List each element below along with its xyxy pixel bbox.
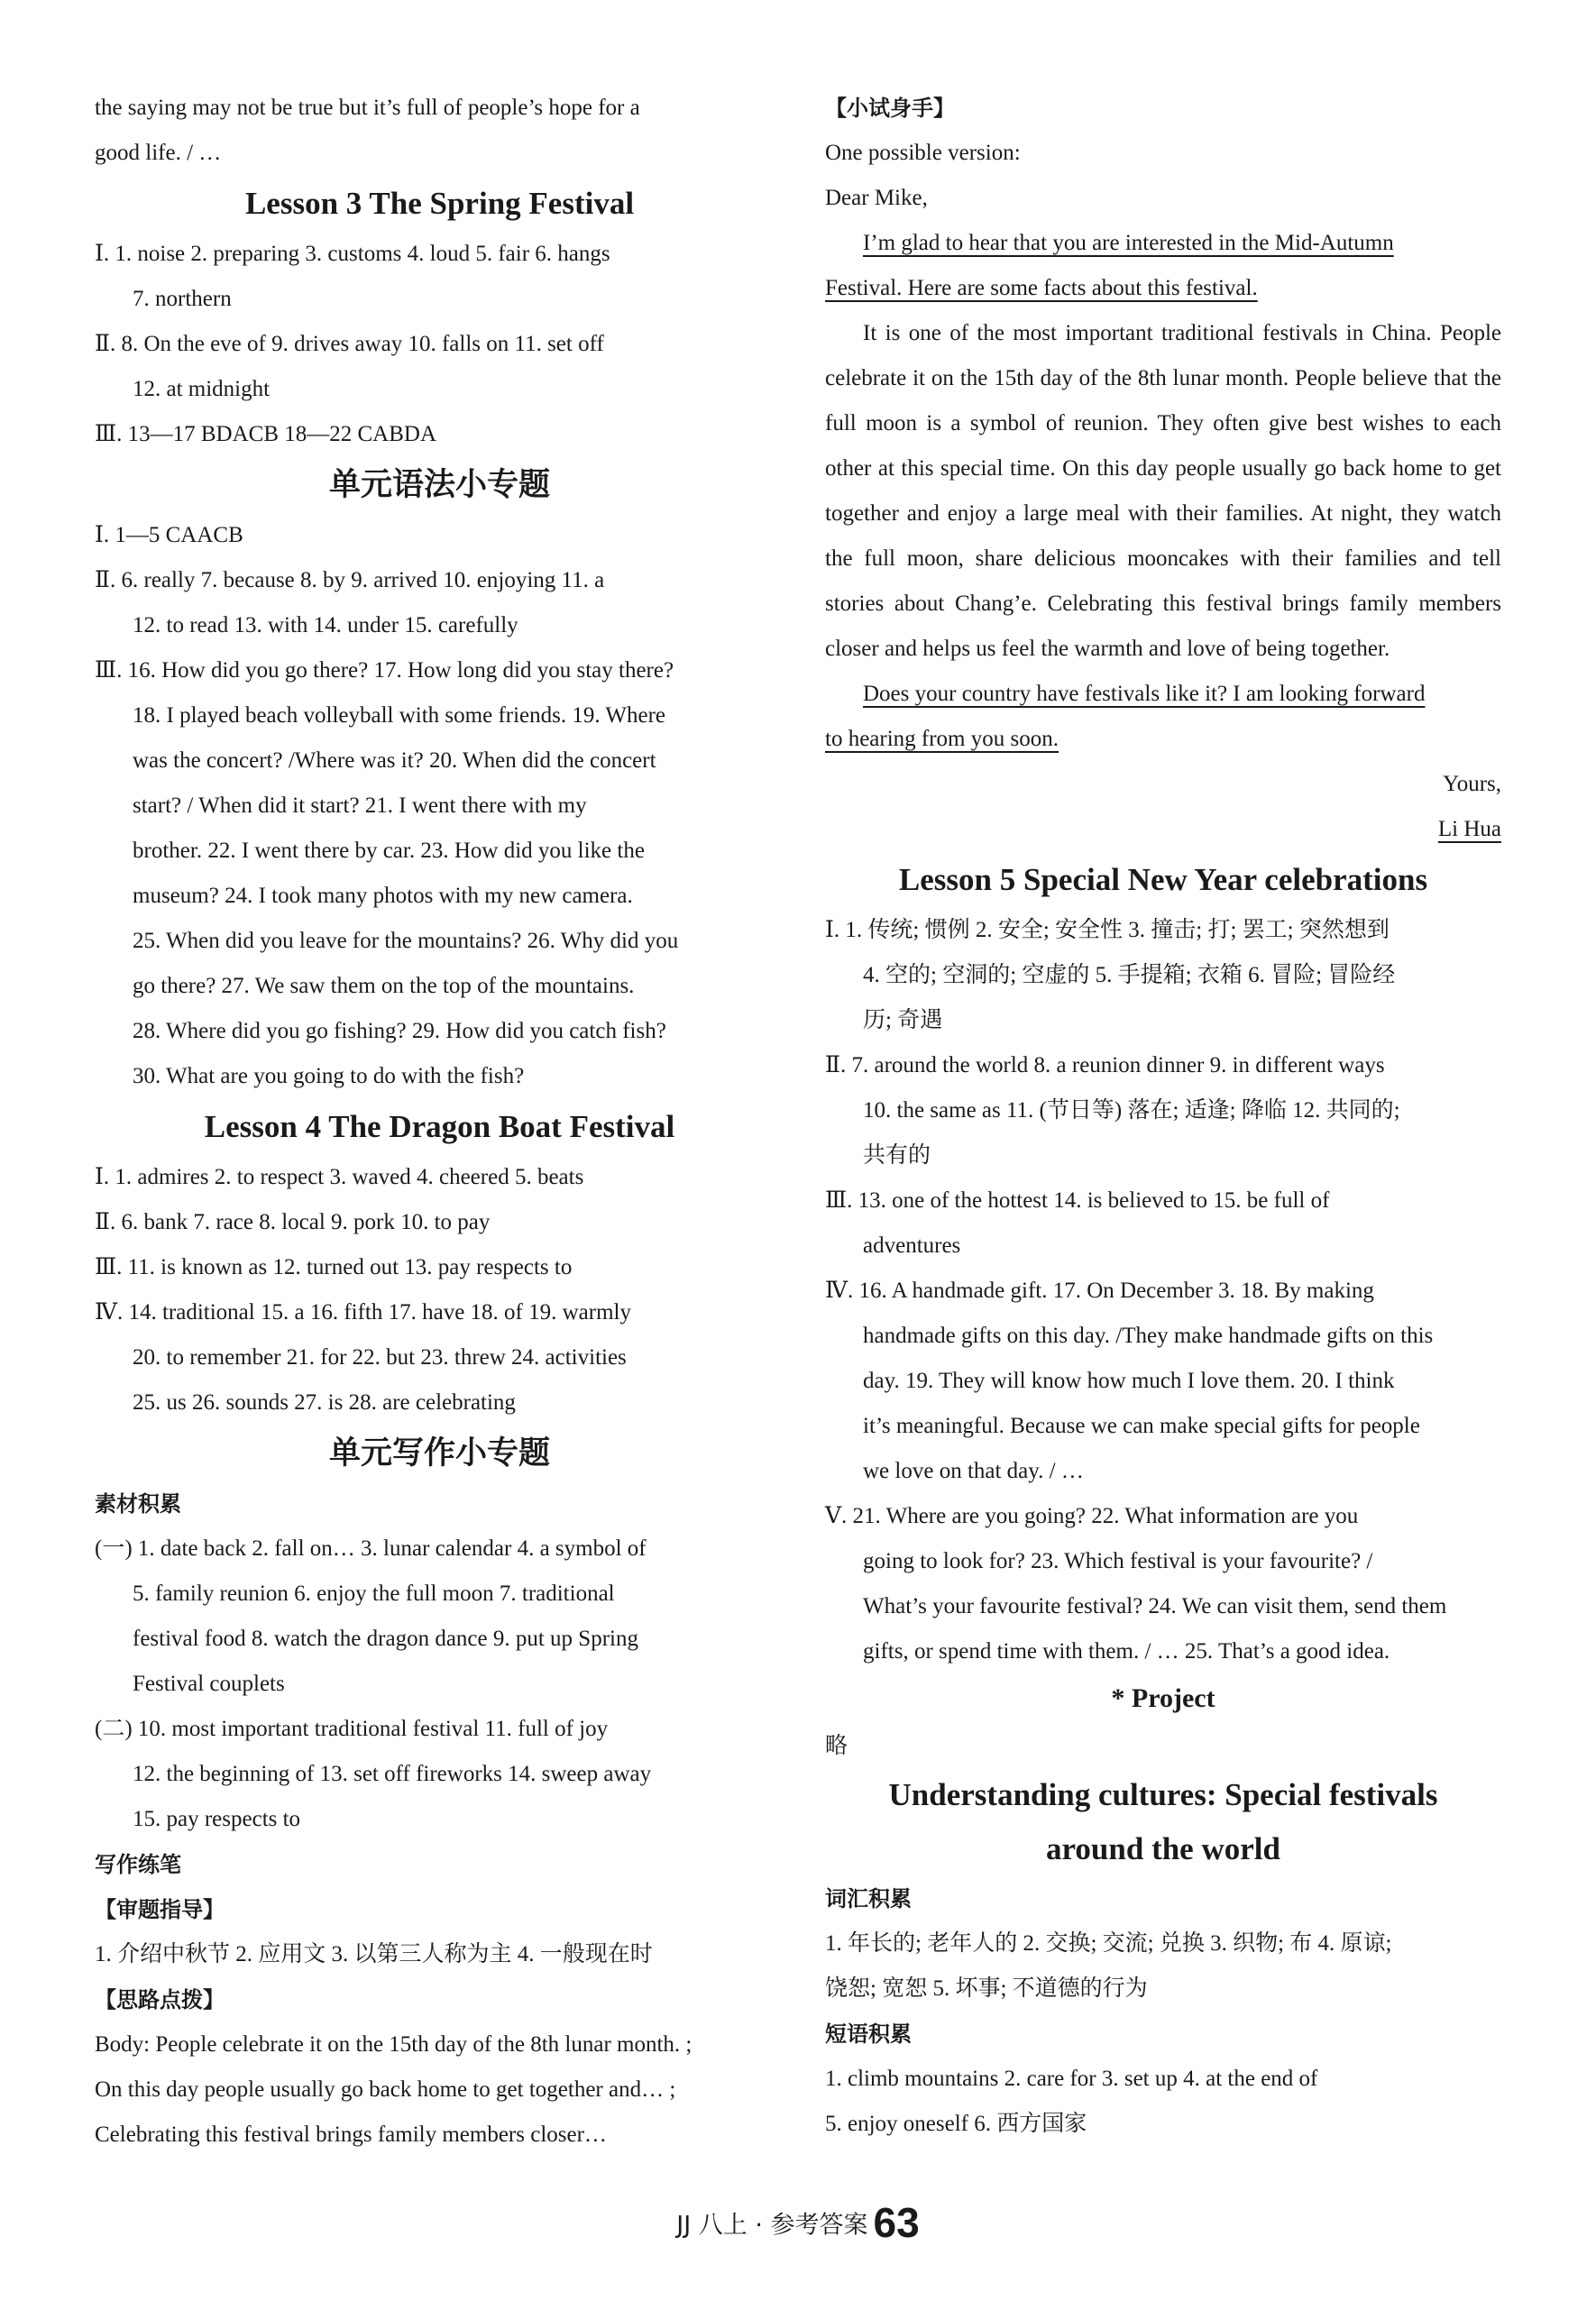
answer-line: Ⅰ. 1. noise 2. preparing 3. customs 4. loud 5. fair 6. hangs (95, 242, 610, 266)
letter-opening-text: Festival. Here are some facts about this festival. (825, 276, 1258, 300)
answer-line: 30. What are you going to do with the fish? (133, 1064, 525, 1088)
answer-line: Ⅱ. 8. On the eve of 9. drives away 10. falls on 11. set off (95, 332, 604, 356)
letter-body: It is one of the most important traditional festivals in China. People celebrate it on the 15th day of the 8th lunar month. People believe that the full moon is a symbol of reunion. They often give best wishes to each other at this special time. On this day people usually go back home to get together and enjoy a large meal with their families. At night, they watch the full moon, share delicious mooncakes with their families and tell stories about Chang’e. Celebrating this festival brings family members closer and helps us feel the warmth and love of being together. (825, 321, 1501, 661)
answer-line: 12. the beginning of 13. set off fireworks 14. sweep away (133, 1762, 652, 1786)
answer-line: (一) 1. date back 2. fall on… 3. lunar calendar 4. a symbol of (95, 1536, 647, 1561)
try-label: 【小试身手】 (825, 96, 955, 121)
answer-line: 12. at midnight (133, 377, 271, 401)
answer-line: day. 19. They will know how much I love them. 20. I think (863, 1369, 1395, 1393)
phrase-line: 5. enjoy oneself 6. 西方国家 (825, 2112, 1087, 2136)
answer-line: Ⅲ. 13. one of the hottest 14. is believed to 15. be full of (825, 1188, 1330, 1213)
answer-line: Ⅴ. 21. Where are you going? 22. What information are you (825, 1504, 1359, 1528)
letter-opening (825, 221, 1501, 266)
answer-line: 4. 空的; 空洞的; 空虚的 5. 手提箱; 衣箱 6. 冒险; 冒险经 (863, 963, 1396, 987)
answer-line: Ⅰ. 1. 传统; 惯例 2. 安全; 安全性 3. 撞击; 打; 罢工; 突然想到 (825, 918, 1390, 942)
answer-line: Ⅲ. 13—17 BDACB 18—22 CABDA (95, 422, 437, 446)
letter-closing (825, 672, 1501, 717)
letter-greeting: Dear Mike, (825, 186, 928, 210)
understanding-title: around the world (1046, 1831, 1280, 1866)
material-label: 素材积累 (95, 1491, 181, 1517)
answer-line: Ⅱ. 7. around the world 8. a reunion dinner 9. in different ways (825, 1053, 1385, 1077)
answer-line: 历; 奇遇 (863, 1008, 943, 1032)
answer-line: 20. to remember 21. for 22. but 23. threw 24. activities (133, 1345, 627, 1370)
answer-line: 7. northern (133, 287, 232, 311)
answer-line: Festival couplets (133, 1672, 285, 1696)
grammar-title: 单元语法小专题 (328, 467, 550, 503)
lesson3-title: Lesson 3 The Spring Festival (244, 186, 635, 221)
answer-line: 15. pay respects to (133, 1807, 301, 1831)
answer-line: 12. to read 13. with 14. under 15. carefully (133, 613, 518, 637)
vocab-label: 词汇积累 (825, 1886, 912, 1911)
hint-label: 【思路点拨】 (95, 1987, 225, 2012)
answer-line: Ⅲ. 16. How did you go there? 17. How long did you stay there? (95, 658, 674, 683)
answer-line: Ⅱ. 6. really 7. because 8. by 9. arrived 10. enjoying 11. a (95, 568, 605, 592)
guide-text: 1. 介绍中秋节 2. 应用文 3. 以第三人称为主 4. 一般现在时 (95, 1942, 653, 1966)
hint-line: Body: People celebrate it on the 15th day of the 8th lunar month. ; (95, 2032, 693, 2057)
vocab-line: 1. 年长的; 老年人的 2. 交换; 交流; 兑换 3. 织物; 布 4. 原谅; (825, 1931, 1392, 1956)
version-line: One possible version: (825, 141, 1021, 165)
answer-line: Ⅱ. 6. bank 7. race 8. local 9. pork 10. to pay (95, 1210, 491, 1234)
answer-line: it’s meaningful. Because we can make special gifts for people (863, 1414, 1420, 1438)
answer-line: Ⅳ. 14. traditional 15. a 16. fifth 17. have 18. of 19. warmly (95, 1300, 631, 1325)
letter-sign-off: Yours, (1443, 772, 1501, 796)
letter-opening-text: I’m glad to hear that you are interested in the Mid-Autumn (863, 231, 1394, 255)
lesson4-title: Lesson 4 The Dragon Boat Festival (204, 1109, 675, 1144)
answer-line: was the concert? /Where was it? 20. When did the concert (133, 748, 656, 773)
letter-closing (825, 717, 1501, 762)
phrase-line: 1. climb mountains 2. care for 3. set up 4. at the end of (825, 2067, 1318, 2091)
practice-label: 写作练笔 (95, 1852, 181, 1877)
lesson5-title: Lesson 5 Special New Year celebrations (898, 862, 1428, 897)
letter-opening (825, 266, 1501, 311)
answer-line: Ⅳ. 16. A handmade gift. 17. On December 3. 18. By making (825, 1279, 1374, 1303)
letter-closing-text: Does your country have festivals like it? I am looking forward (863, 682, 1426, 706)
answer-line: 25. us 26. sounds 27. is 28. are celebrating (133, 1390, 516, 1415)
answer-line: museum? 24. I took many photos with my new camera. (133, 884, 633, 908)
vocab-line: 饶恕; 宽恕 5. 坏事; 不道德的行为 (825, 1976, 1148, 2001)
project-text: 略 (825, 1732, 848, 1758)
phrase-label: 短语积累 (825, 2021, 912, 2047)
page-footer (0, 2198, 1596, 2247)
hint-line: On this day people usually go back home to get together and… ; (95, 2077, 676, 2102)
project-title: * Project (1111, 1683, 1215, 1713)
hint-line: Celebrating this festival brings family members closer… (95, 2122, 607, 2147)
answer-line: 5. family reunion 6. enjoy the full moon 7. traditional (133, 1581, 615, 1606)
answer-line: go there? 27. We saw them on the top of the mountains. (133, 974, 635, 998)
letter-closing-text: to hearing from you soon. (825, 727, 1059, 751)
answer-line: brother. 22. I went there by car. 23. How did you like the (133, 839, 645, 863)
signature-text: Li Hua (1437, 817, 1501, 841)
answer-line: going to look for? 23. Which festival is your favourite? / (863, 1549, 1373, 1573)
answer-line: 共有的 (863, 1143, 931, 1168)
understanding-title: Understanding cultures: Special festivals (888, 1777, 1438, 1812)
answer-line: 25. When did you leave for the mountains? 26. Why did you (133, 929, 679, 953)
answer-line: 10. the same as 11. (节日等) 落在; 适逢; 降临 12. 共同的; (863, 1098, 1400, 1123)
page-number: 63 (873, 2199, 920, 2246)
answer-line: (二) 10. most important traditional festival 11. full of joy (95, 1717, 609, 1741)
letter-signature (825, 807, 1501, 852)
answer-line: 18. I played beach volleyball with some friends. 19. Where (133, 703, 666, 728)
left-column (95, 86, 784, 2158)
answer-line: we love on that day. / … (863, 1459, 1084, 1483)
answer-line: adventures (863, 1233, 961, 1258)
answer-line: Ⅰ. 1. admires 2. to respect 3. waved 4. cheered 5. beats (95, 1165, 584, 1189)
guide-label: 【审题指导】 (95, 1897, 225, 1922)
answer-line: 28. Where did you go fishing? 29. How did you catch fish? (133, 1019, 666, 1043)
answer-line: start? / When did it start? 21. I went there with my (133, 793, 587, 818)
answer-line: Ⅲ. 11. is known as 12. turned out 13. pay respects to (95, 1255, 573, 1279)
footer-text: JJ 八上 · 参考答案 (676, 2211, 868, 2240)
answer-line: handmade gifts on this day. /They make handmade gifts on this (863, 1324, 1434, 1348)
answer-line: What’s your favourite festival? 24. We can visit them, send them (863, 1594, 1447, 1618)
answer-line: festival food 8. watch the dragon dance 9. put up Spring (133, 1627, 638, 1651)
writing-title: 单元写作小专题 (328, 1435, 550, 1471)
right-column (825, 86, 1501, 2147)
intro-line: the saying may not be true but it’s full of people’s hope for a (95, 96, 640, 120)
answer-line: Ⅰ. 1—5 CAACB (95, 523, 243, 547)
intro-line: good life. / … (95, 141, 222, 165)
answer-line: gifts, or spend time with them. / … 25. That’s a good idea. (863, 1639, 1390, 1664)
